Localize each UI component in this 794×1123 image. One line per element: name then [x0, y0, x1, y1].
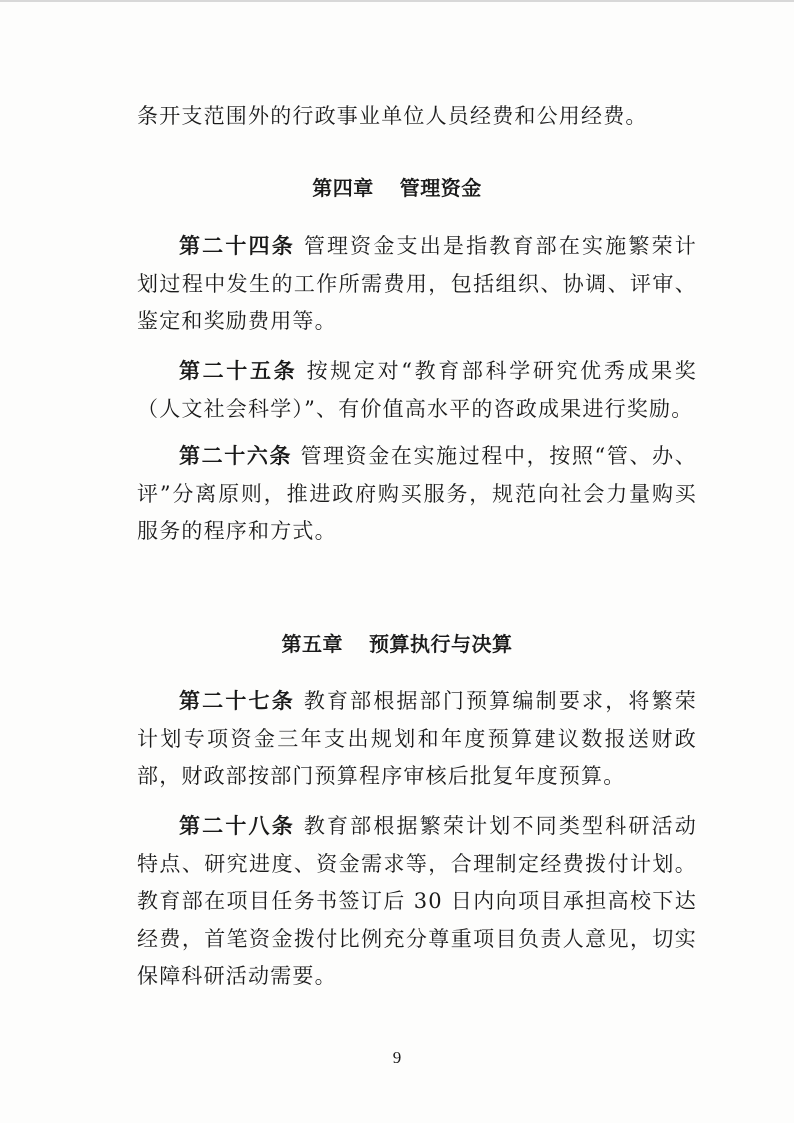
article-27-text: 教育部根据部门预算编制要求，将繁荣计划专项资金三年支出规划和年度预算建议数报送财政部，财政部按部门预算程序审核后批复年度预算。	[137, 689, 697, 788]
chapter-5-title: 预算执行与决算	[369, 632, 513, 656]
article-25-text: 按规定对“教育部科学研究优秀成果奖（人文社会科学）”、有价值高水平的咨政成果进行奖励。	[137, 359, 697, 421]
chapter-5-number: 第五章	[281, 632, 343, 656]
article-28-text: 教育部根据繁荣计划不同类型科研活动特点、研究进度、资金需求等，合理制定经费拨付计划。教育部在项目任务书签订后 30 日内向项目承担高校下达经费，首笔资金拨付比例充分尊重项目负责人意见，切实保障科研活动需要。	[137, 814, 697, 988]
page-number: 9	[392, 1048, 402, 1067]
article-25	[137, 353, 697, 428]
article-25-number: 第二十五条	[179, 359, 298, 383]
article-24-number: 第二十四条	[179, 234, 295, 258]
article-26	[137, 438, 697, 551]
article-24	[137, 228, 697, 341]
continuation-paragraph	[137, 98, 697, 136]
chapter-4-heading	[0, 172, 794, 201]
article-28-number: 第二十八条	[179, 814, 295, 838]
article-28	[137, 808, 697, 996]
article-24-text: 管理资金支出是指教育部在实施繁荣计划过程中发生的工作所需费用，包括组织、协调、评审、鉴定和奖励费用等。	[137, 234, 697, 333]
article-26-number: 第二十六条	[179, 444, 293, 468]
article-26-text: 管理资金在实施过程中，按照“管、办、评”分离原则，推进政府购买服务，规范向社会力量购买服务的程序和方式。	[137, 444, 697, 543]
chapter-4-number: 第四章	[312, 176, 374, 200]
chapter-4-title: 管理资金	[399, 176, 482, 200]
article-27	[137, 683, 697, 796]
page-edge-line	[0, 0, 794, 2]
continuation-text: 条开支范围外的行政事业单位人员经费和公用经费。	[137, 104, 648, 128]
article-27-number: 第二十七条	[179, 689, 295, 713]
chapter-5-heading	[0, 628, 794, 657]
